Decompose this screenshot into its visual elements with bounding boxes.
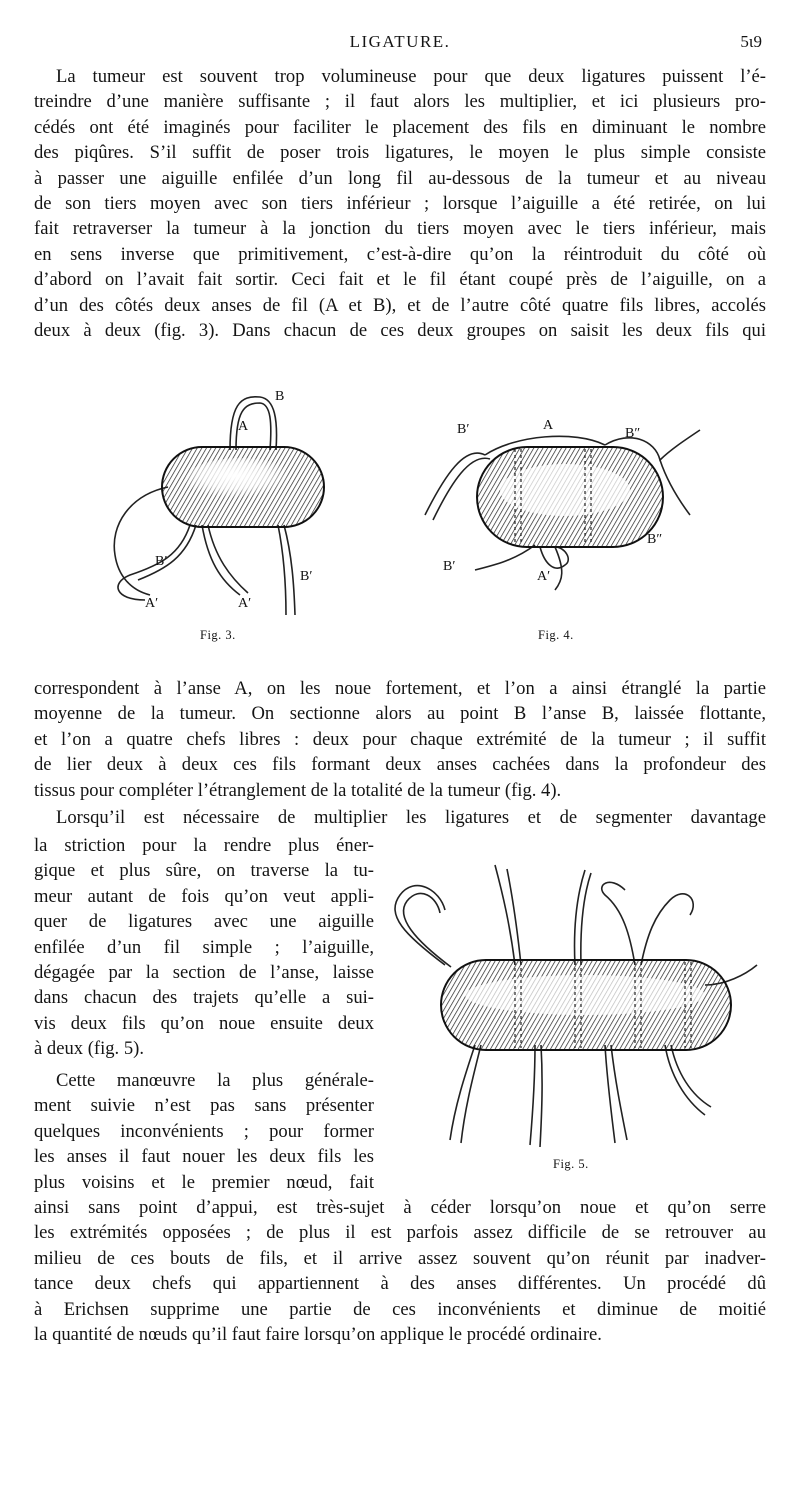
running-head: [0, 28, 800, 58]
label-a: A: [238, 419, 249, 434]
paragraph-4-wrapped: [34, 1068, 374, 1195]
figure-5-illustration: [385, 855, 770, 1155]
label-b: B: [275, 389, 285, 404]
figure-4-caption: Fig. 4.: [538, 628, 574, 642]
text-line: correspondent à l’anse A, on les noue fortement, et l’on a ainsi étranglé la partie: [34, 678, 766, 699]
text-line: dans chacun des trajets qu’elle a sui-: [34, 987, 374, 1009]
text-line: milieu de ces bouts de fils, et il arrive assez souvent qu’on réunit par inadver-: [34, 1247, 766, 1269]
text-line: la quantité de nœuds qu’il faut faire lorsqu’on applique le procédé ordinaire.: [34, 1323, 602, 1345]
label-a-prime: A′: [537, 569, 551, 584]
text-line: quelques inconvénients ; pour former: [34, 1120, 374, 1142]
text-line: les extrémités opposées ; de plus il est parfois assez difficile de se retrouver au: [34, 1222, 766, 1244]
text-line: et l’on a quatre chefs libres : deux pour chaque extrémité de la tumeur ; il suffit: [34, 728, 766, 750]
text-line: de lier deux à deux ces fils formant deux anses cachées dans la profondeur des: [34, 754, 766, 776]
paragraph-4-continued: [34, 1195, 766, 1347]
text-line: tance deux chefs qui appartiennent à des anses différentes. Un procédé dû: [34, 1273, 766, 1295]
label-b-prime: B′: [457, 422, 470, 437]
text-line: treindre d’une manière suffisante ; il faut alors les multiplier, et ici plusieurs pro-: [34, 91, 766, 113]
figure-4-illustration: [415, 405, 715, 605]
label-a-prime-right: A′: [238, 596, 252, 611]
text-line: tissus pour compléter l’étranglement de la totalité de la tumeur (fig. 4).: [34, 779, 562, 801]
text-line: gique et plus sûre, on traverse la tu-: [34, 860, 374, 882]
text-line: ment suivie n’est pas sans présenter: [34, 1095, 374, 1117]
text-line: à Erichsen supprime une partie de ces inconvénients et diminue de moitié: [34, 1298, 766, 1320]
text-line: plus voisins et le premier nœud, fait: [34, 1171, 374, 1193]
label-b-double-prime-top: B″: [625, 426, 641, 441]
text-line: deux à deux (fig. 3). Dans chacun de ces deux groupes on saisit les deux fils qui: [34, 319, 766, 341]
text-line: vis deux fils qu’on noue ensuite deux: [34, 1012, 374, 1034]
text-line: à deux (fig. 5).: [34, 1038, 144, 1060]
label-a-prime-left: A′: [145, 596, 159, 611]
paragraph-3-first-line: [34, 805, 766, 830]
label-b-prime-right: B′: [300, 569, 313, 584]
label-a: A: [543, 418, 554, 433]
text-line: des piqûres. S’il suffit de poser trois ligatures, le moyen le plus simple consiste: [34, 142, 766, 164]
paragraph-3-wrapped: [34, 833, 374, 1062]
text-line: à passer une aiguille enfilée d’un long fil au-dessous de la tumeur et au niveau: [34, 167, 766, 189]
page-number: 5ι9: [740, 32, 762, 51]
text-line: La tumeur est souvent trop volumineuse pour que deux ligatures puissent l’é-: [56, 66, 766, 87]
running-title: LIGATURE.: [349, 32, 451, 51]
text-line: Lorsqu’il est nécessaire de multiplier les ligatures et de segmenter davantage: [56, 807, 766, 828]
text-line: fait retraverser la tumeur à la jonction du tiers moyen avec le tiers inférieur, mais: [34, 218, 766, 240]
text-line: cédés ont été imaginés pour faciliter le placement des fils en diminuant le nombre: [34, 116, 766, 138]
label-b-prime-bottom: B′: [443, 559, 456, 574]
figure-5-caption: Fig. 5.: [553, 1157, 589, 1171]
text-line: moyenne de la tumeur. On sectionne alors au point B l’anse B, laissée flottante,: [34, 703, 766, 725]
text-line: la striction pour la rendre plus éner-: [34, 835, 374, 856]
paragraph-1: [34, 64, 766, 343]
text-line: les anses il faut nouer les deux fils les: [34, 1146, 374, 1168]
text-line: de son tiers moyen avec son tiers inférieur ; lorsque l’aiguille a été retirée, on lui: [34, 192, 766, 214]
text-line: meur autant de fois qu’on veut appli-: [34, 885, 374, 907]
text-line: quer de ligatures avec une aiguille: [34, 911, 374, 933]
text-line: d’abord on l’avait fait sortir. Ceci fait et le fil étant coupé près de l’aiguille, on a: [34, 269, 766, 291]
text-line: Cette manœuvre la plus générale-: [56, 1070, 374, 1091]
text-line: enfilée d’un fil simple ; l’aiguille,: [34, 936, 374, 958]
figure-3-illustration: [90, 385, 350, 625]
text-line: d’un des côtés deux anses de fil (A et B), et de l’autre côté quatre fils libres, accolés: [34, 294, 766, 316]
label-b-double-prime-right: B″: [647, 532, 663, 547]
figure-3-caption: Fig. 3.: [200, 628, 236, 642]
paragraph-2: [34, 676, 766, 803]
label-b-prime: B′: [155, 554, 168, 569]
text-line: en sens inverse que primitivement, c’est-à-dire qu’on la réintroduit du côté où: [34, 243, 766, 265]
text-line: dégagée par la section de l’anse, laisse: [34, 961, 374, 983]
text-line: ainsi sans point d’appui, est très-sujet à céder lorsqu’on noue et qu’on serre: [34, 1197, 766, 1218]
